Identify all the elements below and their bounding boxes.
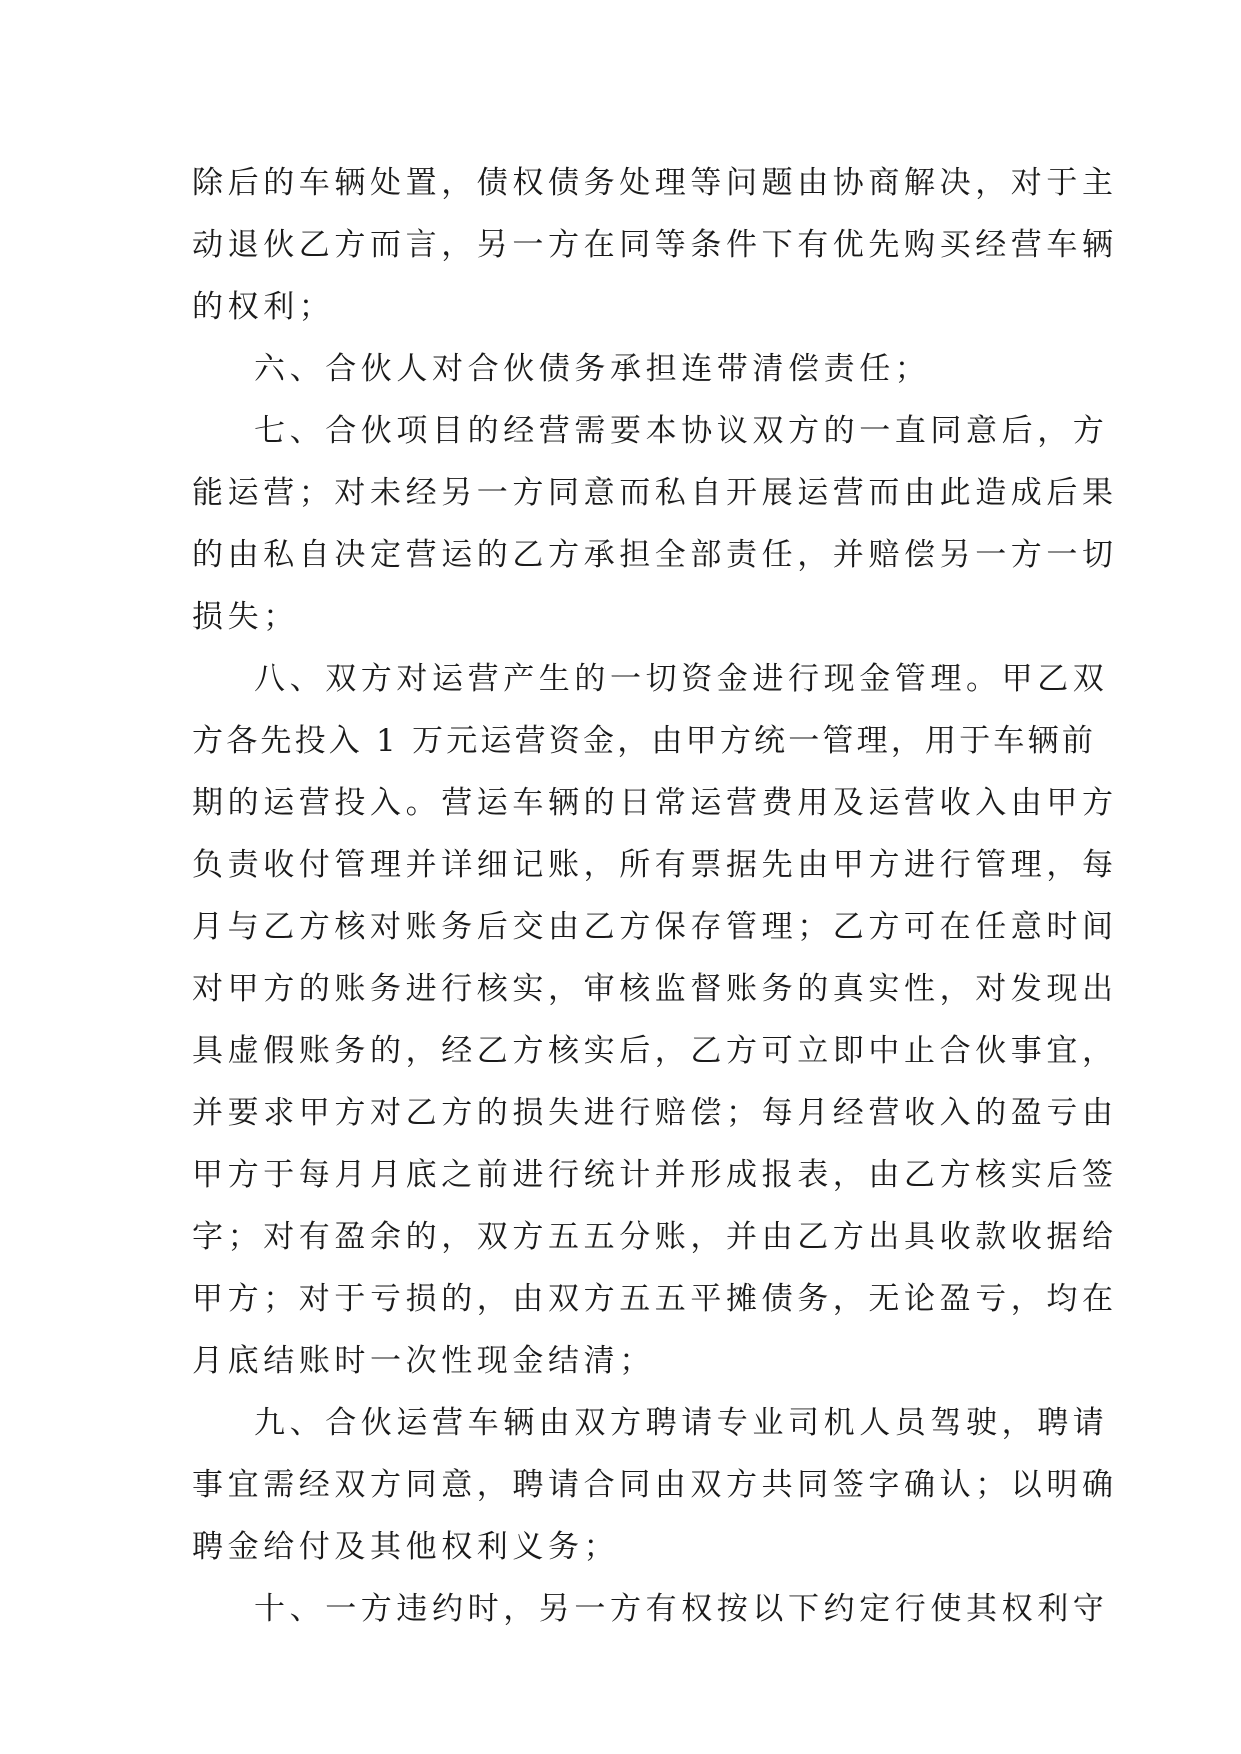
clause-10-line: 十、一方违约时，另一方有权按以下约定行使其权利守 — [254, 1591, 1109, 1627]
text-line: 聘金给付及其他权利义务； — [192, 1529, 620, 1565]
text-line: 损失； — [192, 599, 299, 635]
text-line: 月与乙方核对账务后交由乙方保存管理；乙方可在任意时间 — [192, 909, 1118, 945]
text-line: 具虚假账务的，经乙方核实后，乙方可立即中止合伙事宜， — [192, 1033, 1118, 1069]
text-line: 除后的车辆处置，债权债务处理等问题由协商解决，对于主 — [192, 165, 1118, 201]
text-line: 动退伙乙方而言，另一方在同等条件下有优先购买经营车辆 — [192, 227, 1118, 263]
text-line: 事宜需经双方同意，聘请合同由双方共同签字确认；以明确 — [192, 1467, 1118, 1503]
text-line: 方各先投入 1 万元运营资金，由甲方统一管理，用于车辆前 — [192, 723, 1097, 759]
clause-8-line: 八、双方对运营产生的一切资金进行现金管理。甲乙双 — [254, 661, 1109, 697]
clause-9-line: 九、合伙运营车辆由双方聘请专业司机人员驾驶，聘请 — [254, 1405, 1109, 1441]
document-page — [192, 152, 1118, 1640]
text-line: 月底结账时一次性现金结清； — [192, 1343, 655, 1379]
text-line: 能运营；对未经另一方同意而私自开展运营而由此造成后果 — [192, 475, 1118, 511]
text-line: 并要求甲方对乙方的损失进行赔偿；每月经营收入的盈亏由 — [192, 1095, 1118, 1131]
text-line: 字；对有盈余的，双方五五分账，并由乙方出具收款收据给 — [192, 1219, 1118, 1255]
text-line: 甲方于每月月底之前进行统计并形成报表，由乙方核实后签 — [192, 1157, 1118, 1193]
text-line: 的由私自决定营运的乙方承担全部责任，并赔偿另一方一切 — [192, 537, 1118, 573]
text-line: 负责收付管理并详细记账，所有票据先由甲方进行管理，每 — [192, 847, 1118, 883]
text-line: 的权利； — [192, 289, 335, 325]
text-line: 对甲方的账务进行核实，审核监督账务的真实性，对发现出 — [192, 971, 1118, 1007]
clause-7-line: 七、合伙项目的经营需要本协议双方的一直同意后，方 — [254, 413, 1109, 449]
text-line: 甲方；对于亏损的，由双方五五平摊债务，无论盈亏，均在 — [192, 1281, 1118, 1317]
clause-6-line: 六、合伙人对合伙债务承担连带清偿责任； — [254, 351, 931, 387]
text-line: 期的运营投入。营运车辆的日常运营费用及运营收入由甲方 — [192, 785, 1118, 821]
